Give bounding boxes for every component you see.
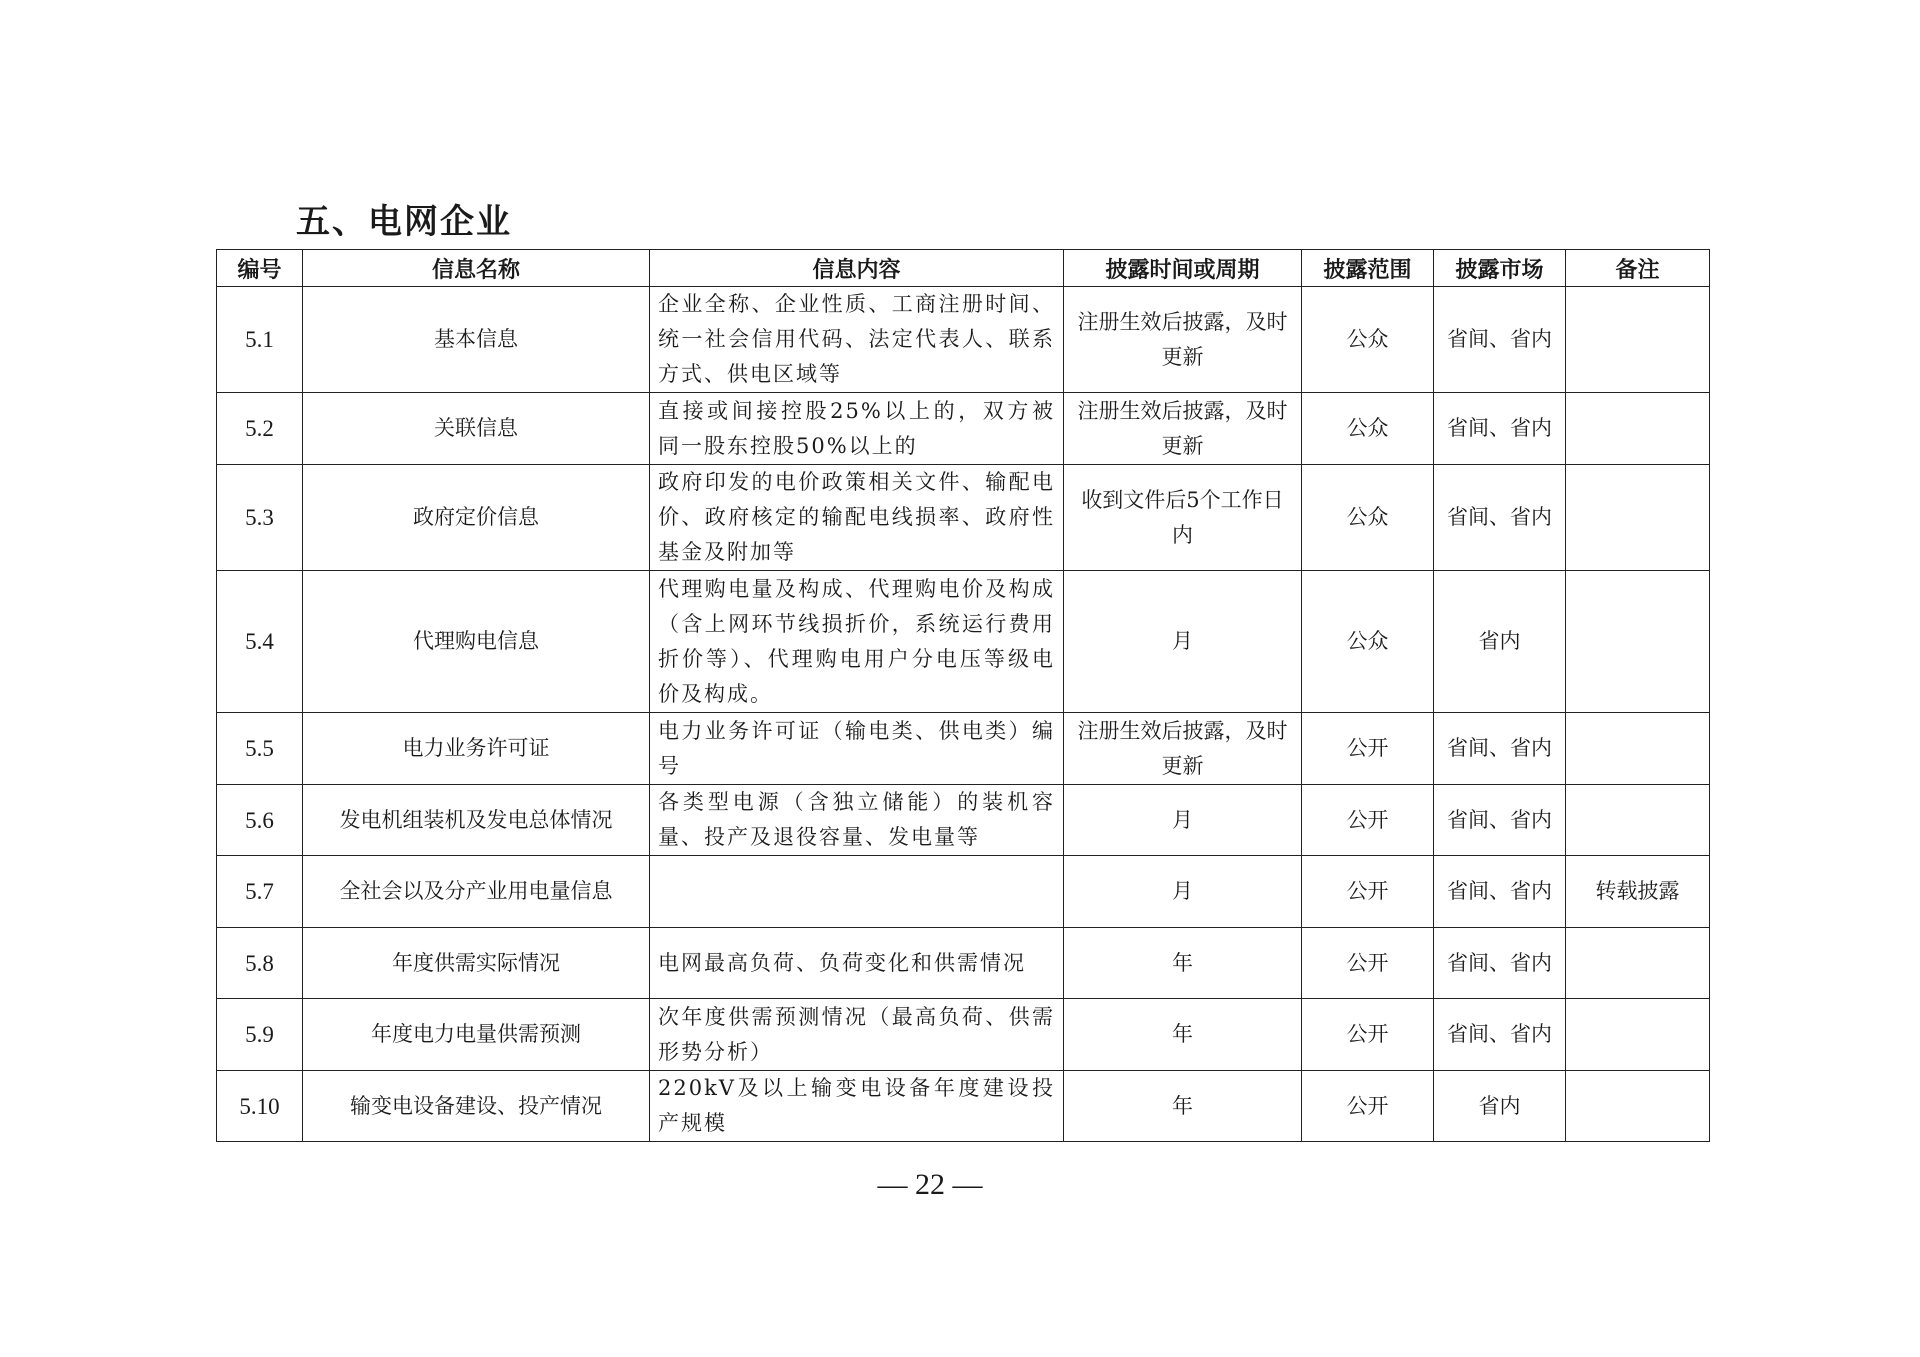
cell-scope: 公众: [1302, 571, 1434, 713]
header-period: 披露时间或周期: [1064, 250, 1302, 287]
cell-period: 注册生效后披露，及时更新: [1064, 287, 1302, 393]
cell-market: 省间、省内: [1434, 785, 1566, 856]
cell-scope: 公众: [1302, 393, 1434, 465]
cell-scope: 公开: [1302, 713, 1434, 785]
cell-note: [1566, 999, 1710, 1071]
cell-market: 省内: [1434, 1071, 1566, 1142]
table-row: [217, 856, 1710, 928]
cell-note: [1566, 465, 1710, 571]
cell-id: 5.6: [217, 785, 303, 856]
cell-name: 电力业务许可证: [303, 713, 650, 785]
cell-id: 5.7: [217, 856, 303, 928]
cell-content: 直接或间接控股25%以上的，双方被同一股东控股50%以上的: [650, 393, 1064, 465]
cell-name: 代理购电信息: [303, 571, 650, 713]
cell-period: 收到文件后5个工作日内: [1064, 465, 1302, 571]
cell-name: 发电机组装机及发电总体情况: [303, 785, 650, 856]
cell-content: 代理购电量及构成、代理购电价及构成（含上网环节线损折价，系统运行费用折价等）、代理购电用户分电压等级电价及构成。: [650, 571, 1064, 713]
cell-period: 月: [1064, 856, 1302, 928]
cell-scope: 公开: [1302, 785, 1434, 856]
cell-market: 省间、省内: [1434, 465, 1566, 571]
cell-id: 5.4: [217, 571, 303, 713]
cell-id: 5.2: [217, 393, 303, 465]
cell-id: 5.10: [217, 1071, 303, 1142]
cell-id: 5.1: [217, 287, 303, 393]
page-number: — 22 —: [877, 1168, 983, 1201]
cell-scope: 公开: [1302, 1071, 1434, 1142]
table-row: [217, 571, 1710, 713]
cell-content: 电力业务许可证（输电类、供电类）编号: [650, 713, 1064, 785]
cell-content: 次年度供需预测情况（最高负荷、供需形势分析）: [650, 999, 1064, 1071]
cell-note: [1566, 928, 1710, 999]
cell-note: 转载披露: [1566, 856, 1710, 928]
cell-note: [1566, 785, 1710, 856]
cell-scope: 公开: [1302, 856, 1434, 928]
cell-market: 省内: [1434, 571, 1566, 713]
cell-name: 全社会以及分产业用电量信息: [303, 856, 650, 928]
cell-period: 年: [1064, 928, 1302, 999]
cell-scope: 公众: [1302, 287, 1434, 393]
cell-id: 5.8: [217, 928, 303, 999]
cell-content: 政府印发的电价政策相关文件、输配电价、政府核定的输配电线损率、政府性基金及附加等: [650, 465, 1064, 571]
cell-market: 省间、省内: [1434, 287, 1566, 393]
cell-id: 5.9: [217, 999, 303, 1071]
cell-note: [1566, 571, 1710, 713]
table-row: [217, 465, 1710, 571]
cell-period: 月: [1064, 785, 1302, 856]
cell-scope: 公开: [1302, 928, 1434, 999]
header-content: 信息内容: [650, 250, 1064, 287]
cell-name: 年度供需实际情况: [303, 928, 650, 999]
cell-market: 省间、省内: [1434, 928, 1566, 999]
cell-market: 省间、省内: [1434, 713, 1566, 785]
cell-note: [1566, 393, 1710, 465]
cell-note: [1566, 1071, 1710, 1142]
cell-name: 输变电设备建设、投产情况: [303, 1071, 650, 1142]
table-row: [217, 1071, 1710, 1142]
header-id: 编号: [217, 250, 303, 287]
cell-name: 政府定价信息: [303, 465, 650, 571]
table-row: [217, 785, 1710, 856]
cell-period: 注册生效后披露，及时更新: [1064, 713, 1302, 785]
disclosure-table: [216, 249, 1710, 1142]
section-title: 五、电网企业: [296, 202, 512, 242]
cell-period: 注册生效后披露，及时更新: [1064, 393, 1302, 465]
header-note: 备注: [1566, 250, 1710, 287]
cell-scope: 公众: [1302, 465, 1434, 571]
cell-name: 关联信息: [303, 393, 650, 465]
cell-content: [650, 856, 1064, 928]
table-row: [217, 928, 1710, 999]
cell-market: 省间、省内: [1434, 856, 1566, 928]
table-header-row: [217, 250, 1710, 287]
header-name: 信息名称: [303, 250, 650, 287]
table-row: [217, 713, 1710, 785]
cell-name: 年度电力电量供需预测: [303, 999, 650, 1071]
header-market: 披露市场: [1434, 250, 1566, 287]
cell-id: 5.3: [217, 465, 303, 571]
table-row: [217, 999, 1710, 1071]
cell-period: 年: [1064, 999, 1302, 1071]
cell-note: [1566, 287, 1710, 393]
cell-note: [1566, 713, 1710, 785]
cell-market: 省间、省内: [1434, 999, 1566, 1071]
cell-content: 各类型电源（含独立储能）的装机容量、投产及退役容量、发电量等: [650, 785, 1064, 856]
cell-content: 企业全称、企业性质、工商注册时间、统一社会信用代码、法定代表人、联系方式、供电区域等: [650, 287, 1064, 393]
table-row: [217, 393, 1710, 465]
cell-period: 月: [1064, 571, 1302, 713]
cell-id: 5.5: [217, 713, 303, 785]
cell-content: 220kV及以上输变电设备年度建设投产规模: [650, 1071, 1064, 1142]
cell-content: 电网最高负荷、负荷变化和供需情况: [650, 928, 1064, 999]
header-scope: 披露范围: [1302, 250, 1434, 287]
cell-market: 省间、省内: [1434, 393, 1566, 465]
table-row: [217, 287, 1710, 393]
cell-period: 年: [1064, 1071, 1302, 1142]
cell-name: 基本信息: [303, 287, 650, 393]
cell-scope: 公开: [1302, 999, 1434, 1071]
